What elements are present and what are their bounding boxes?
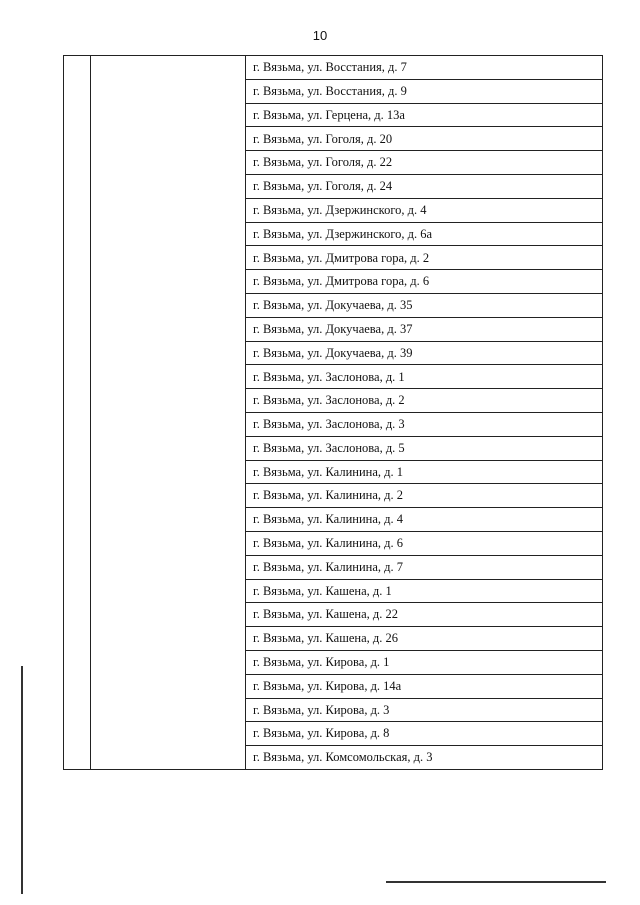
address-cell: г. Вязьма, ул. Гоголя, д. 24 xyxy=(246,174,603,198)
empty-name-cell xyxy=(91,56,246,770)
address-cell: г. Вязьма, ул. Кашена, д. 22 xyxy=(246,603,603,627)
address-cell: г. Вязьма, ул. Заслонова, д. 1 xyxy=(246,365,603,389)
address-cell: г. Вязьма, ул. Кашена, д. 26 xyxy=(246,627,603,651)
address-cell: г. Вязьма, ул. Калинина, д. 7 xyxy=(246,555,603,579)
address-cell: г. Вязьма, ул. Гоголя, д. 22 xyxy=(246,151,603,175)
address-cell: г. Вязьма, ул. Дзержинского, д. 4 xyxy=(246,198,603,222)
address-cell: г. Вязьма, ул. Кирова, д. 8 xyxy=(246,722,603,746)
address-cell: г. Вязьма, ул. Дзержинского, д. 6а xyxy=(246,222,603,246)
address-cell: г. Вязьма, ул. Кирова, д. 14а xyxy=(246,674,603,698)
address-cell: г. Вязьма, ул. Заслонова, д. 2 xyxy=(246,389,603,413)
address-cell: г. Вязьма, ул. Заслонова, д. 5 xyxy=(246,436,603,460)
address-cell: г. Вязьма, ул. Докучаева, д. 37 xyxy=(246,317,603,341)
address-cell: г. Вязьма, ул. Дмитрова гора, д. 6 xyxy=(246,270,603,294)
empty-number-cell xyxy=(64,56,91,770)
address-cell: г. Вязьма, ул. Калинина, д. 2 xyxy=(246,484,603,508)
address-cell: г. Вязьма, ул. Кирова, д. 3 xyxy=(246,698,603,722)
address-cell: г. Вязьма, ул. Дмитрова гора, д. 2 xyxy=(246,246,603,270)
address-cell: г. Вязьма, ул. Калинина, д. 6 xyxy=(246,531,603,555)
address-cell: г. Вязьма, ул. Заслонова, д. 3 xyxy=(246,412,603,436)
address-table xyxy=(63,55,603,770)
address-cell: г. Вязьма, ул. Гоголя, д. 20 xyxy=(246,127,603,151)
address-cell: г. Вязьма, ул. Докучаева, д. 39 xyxy=(246,341,603,365)
address-cell: г. Вязьма, ул. Докучаева, д. 35 xyxy=(246,293,603,317)
address-cell: г. Вязьма, ул. Калинина, д. 1 xyxy=(246,460,603,484)
address-cell: г. Вязьма, ул. Калинина, д. 4 xyxy=(246,508,603,532)
address-cell: г. Вязьма, ул. Герцена, д. 13а xyxy=(246,103,603,127)
address-cell: г. Вязьма, ул. Кашена, д. 1 xyxy=(246,579,603,603)
page-number: 10 xyxy=(312,28,328,43)
scan-margin-line xyxy=(21,666,23,894)
table-row xyxy=(64,56,603,80)
address-cell: г. Вязьма, ул. Восстания, д. 9 xyxy=(246,79,603,103)
address-cell: г. Вязьма, ул. Кирова, д. 1 xyxy=(246,650,603,674)
bottom-rule xyxy=(386,881,606,883)
address-table-body xyxy=(64,56,603,770)
address-cell: г. Вязьма, ул. Восстания, д. 7 xyxy=(246,56,603,80)
address-cell: г. Вязьма, ул. Комсомольская, д. 3 xyxy=(246,746,603,770)
